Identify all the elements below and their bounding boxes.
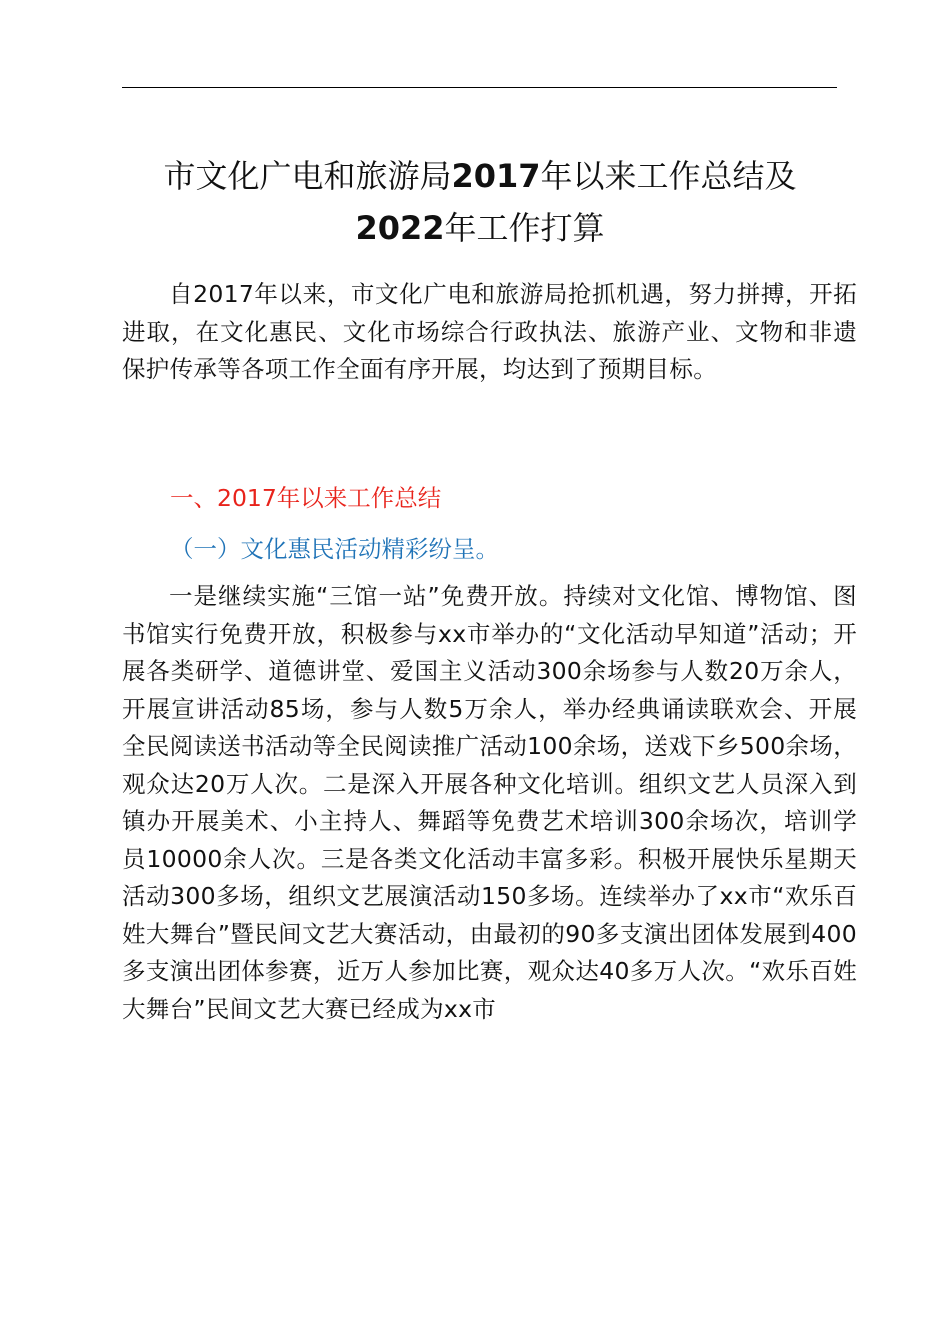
intro-section [122,276,857,389]
title-part-3: 年工作打算 [444,209,605,247]
intro-paragraph: 自2017年以来，市文化广电和旅游局抢抓机遇，努力拼搏，开拓进取，在文化惠民、文化市场综合行政执法、旅游产业、文物和非遗保护传承等各项工作全面有序开展，均达到了预期目标。 [122,280,857,383]
section-heading-1: 一、2017年以来工作总结 [170,484,442,512]
document-title [110,150,850,254]
header-rule [122,87,837,88]
title-part-2: 年以来工作总结及 [540,157,797,195]
body-paragraph: 一是继续实施“三馆一站”免费开放。持续对文化馆、博物馆、图书馆实行免费开放，积极参与xx市举办的“文化活动早知道”活动；开展各类研学、道德讲堂、爱国主义活动300余场参与人数20万余人，开展宣讲活动85场，参与人数5万余人，举办经典诵读联欢会、开展全民阅读送书活动等全民阅读推广活动100余场，送戏下乡500余场，观众达20万人次。二是深入开展各种文化培训。组织文艺人员深入到镇办开展美术、小主持人、舞蹈等免费艺术培训300余场次，培训学员10000余人次。三是各类文化活动丰富多彩。积极开展快乐星期天活动300多场，组织文艺展演活动150多场。连续举办了xx市“欢乐百姓大舞台”暨民间文艺大赛活动，由最初的90多支演出团体发展到400多支演出团体参赛，近万人参加比赛，观众达40多万人次。“欢乐百姓大舞台”民间文艺大赛已经成为xx市 [122,582,857,1023]
subsection-body [122,578,857,1028]
title-part-1: 市文化广电和旅游局 [163,157,452,195]
subsection-heading: （一）文化惠民活动精彩纷呈。 [170,535,499,563]
title-year-2: 2022 [355,209,445,247]
title-year-1: 2017 [451,157,541,195]
